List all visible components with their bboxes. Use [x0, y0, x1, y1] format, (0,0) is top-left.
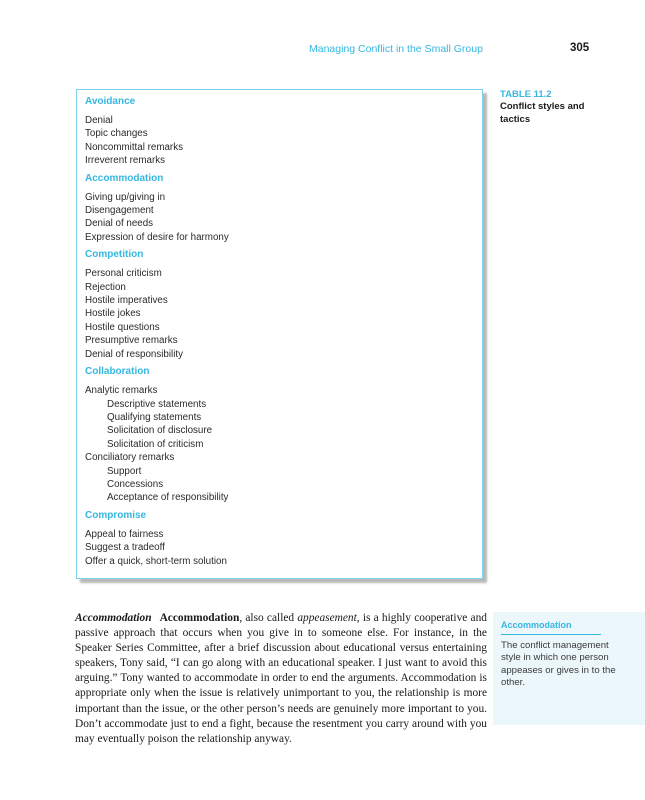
tactic-item: Appeal to fairness — [85, 528, 164, 540]
table-section-competition — [85, 248, 482, 361]
tactic-item: Giving up/giving in — [85, 191, 166, 203]
tactic-item: Personal criticism — [85, 268, 162, 280]
tactic-item: Expression of desire for harmony — [85, 231, 229, 243]
tactic-item: Presumptive remarks — [85, 335, 178, 347]
glossary-definition: The conflict management style in which one person appeases or gives in to the other. — [501, 640, 616, 689]
tactic-item: Irreverent remarks — [85, 155, 166, 167]
section-title: Competition — [85, 249, 144, 261]
body-text-main: , is a highly cooperative and passive approach that occurs when you give in to someone else. For instance, in the Speaker Series Committee, after a brief discussion about educational versus entertaining speakers, Tony said, “I can go along with an educational speaker. I just want to avoid this arguing.” Tony wanted to accommodate in order to end the arguments. Accommodation is appropriate only when the issue is relatively unimportant to you, the relationship is more important than the issue, or the other person’s needs are genuinely more important to you. Don’t accommodate just to end a fight, because the resentment you carry around with you may eventually poison the relationship anyway. — [75, 612, 487, 745]
glossary-term: Accommodation — [501, 620, 601, 635]
margin-glossary — [493, 612, 645, 725]
section-title: Accommodation — [85, 172, 164, 184]
tactic-list — [85, 528, 482, 568]
table-number: TABLE 11.2 — [500, 89, 552, 100]
tactic-list — [85, 191, 482, 245]
section-title: Compromise — [85, 509, 147, 521]
tactic-item: Suggest a tradeoff — [85, 542, 165, 554]
tactic-item: Noncommittal remarks — [85, 141, 183, 153]
tactic-item: Descriptive statements — [107, 398, 207, 410]
tactic-list — [85, 384, 482, 505]
tactic-item: Offer a quick, short-term solution — [85, 555, 227, 567]
table-section-collaboration — [85, 365, 482, 505]
tactic-item: Disengagement — [85, 205, 154, 217]
tactic-item: Analytic remarks — [85, 385, 158, 397]
tactic-item: Denial of needs — [85, 218, 154, 230]
tactic-item: Denial of responsibility — [85, 348, 184, 360]
section-title: Collaboration — [85, 366, 150, 378]
tactic-item: Denial — [85, 115, 113, 126]
table-section-accommodation — [85, 172, 482, 245]
tactic-item: Qualifying statements — [107, 411, 202, 423]
tactic-item: Support — [107, 465, 142, 477]
tactic-list — [85, 114, 482, 168]
table-section-compromise — [85, 509, 482, 568]
tactic-item: Rejection — [85, 281, 126, 293]
body-text-part: , also called — [239, 612, 298, 624]
tactic-item: Hostile jokes — [85, 308, 141, 320]
tactic-item: Acceptance of responsibility — [107, 492, 229, 504]
tactic-list — [85, 267, 482, 361]
tactic-item: Conciliatory remarks — [85, 452, 175, 464]
conflict-styles-table — [76, 89, 483, 579]
tactic-item: Concessions — [107, 478, 164, 490]
page-number: 305 — [570, 42, 590, 54]
section-title: Avoidance — [85, 96, 136, 107]
table-title: Conflict styles and tactics — [500, 101, 585, 125]
tactic-item: Hostile imperatives — [85, 295, 168, 307]
tactic-item: Solicitation of disclosure — [107, 425, 213, 437]
run-in-heading: Accommodation — [75, 612, 152, 624]
tactic-item: Hostile questions — [85, 321, 160, 333]
table-section-avoidance — [85, 95, 482, 168]
table-caption — [500, 89, 590, 126]
alternate-term: appeasement — [297, 612, 357, 624]
key-term: Accommodation — [159, 612, 240, 624]
tactic-item: Topic changes — [85, 128, 148, 140]
tactic-item: Solicitation of criticism — [107, 438, 204, 450]
running-header-title: Managing Conflict in the Small Group — [309, 43, 483, 55]
body-paragraph — [75, 611, 487, 747]
